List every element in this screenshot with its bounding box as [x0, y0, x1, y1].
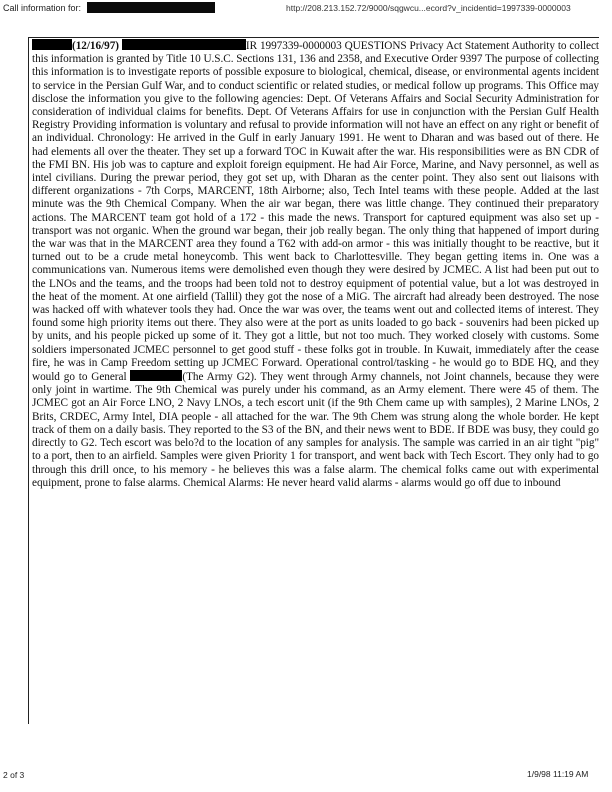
redaction-bar [32, 39, 72, 50]
document-text: IR 1997339-0000003 QUESTIONS Privacy Act Statement Authority to collect this information is granted by Title 10 U.S.C. Sections 131, 136 and 2358, and Executive Order 9397 The purpose of collecting this information is to investigate reports of possible exposure to biological, chemical, disease, or environmental agents incident to service in the Persian Gulf War, and to conduct scientific or related studies, or medical follow up programs. This Office may disclose the information you give to the following agencies: Dept. Of Veterans Affairs and Social Security Administration for consideration of individual claims for benefits. Dept. Of Veterans Affairs for use in conjunction with the Persian Gulf Health Registry Providing information is voluntary and refusal to provide information will not have an effect on any right or benefit of an individual. Chronology: He arrived in the Gulf in early January 1991. He went to Dharan and was based out of there. He had elements all over the theater. They set up a forward TOC in Kuwait after the war. His responsibilities were as BN CDR of the FMI BN. His job was to capture and exploit foreign equipment. He had Air Force, Marine, and Navy personnel, as well as intel civilians. During the prewar period, they got set up, with Dharan as the center point. They also sent out liaisons with different organizations - 7th Corps, MARCENT, 18th Airborne; also, Tech Intel teams with these people. Added at the last minute was the 9th Chemical Company. When the air war began, there was little change. They continued their preparatory actions. The MARCENT team got hold of a 172 - this made the news. Transport for captured equipment was also set up - transport was not organic. When the ground war began, their job really began. The only thing that happened of import during the war was that in the MARCENT area they found a T62 with add-on armor - this was initially thought to be reactive, but it turned out to be a crude metal honeycomb. This went back to Charlottesville. They began getting items in. One was a communications van. Numerous items were demolished even though they were desired by JCMEC. A list had been put out to the LNOs and the teams, and the troops had been told not to destroy equipment of potential value, but a lot was destroyed in the heat of the moment. At one airfield (Tallil) they got the nose of a MiG. The aircraft had already been destroyed. The nose was hacked off with whatever tools they had. Once the war was over, the teams went out and collected items of interest. They found some high priority items out there. They also were at the port as units loaded to go back - souvenirs had been picked up by units, and his people picked up some of it. They got a little, but not too much. They worked closely with customs. Some soldiers impersonated JCMEC personnel to get good stuff - these folks got in trouble. In Kuwait, immediately after the cease fire, he was in Camp Freedom setting up JCMEC Forward. Operational control/tasking - he would go to BDE HQ, and they would go to General [32, 40, 599, 384]
document-body [32, 39, 599, 723]
redaction-bar [130, 370, 182, 381]
source-url: http://208.213.152.72/9000/sqgwcu...ecord?v_incidentid=1997339-0000003 [286, 3, 571, 13]
redaction-bar [87, 2, 215, 13]
call-information-header [3, 2, 215, 13]
page-number: 2 of 3 [3, 770, 25, 780]
document-text-continued: (The Army G2). They went through Army channels, not Joint channels, because they were only joint in wartime. The 9th Chemical was purely under his command, as an Army element. There were 45 of them. The JCMEC got an Air Force LNO, 2 Navy LNOs, a tech escort unit (if the 9th Chem came up with samples), 2 Marine LNOs, 2 Brits, CRDEC, Army Intel, DIA people - all attached for the war. The 9th Chem was strung along the whole border. He kept track of them on a daily basis. They reported to the S3 of the BN, and their news went to BDE. If BDE was busy, they could go directly to G2. Tech escort was belo?d to the location of any samples for analysis. The sample was carried in an air tight "pig" to a port, then to an airfield. Samples were given Priority 1 for transport, and went back with Tech Escort. They only had to go through this drill once, to his memory - he believes this was a false alarm. The chemical folks came out with experimental equipment, prone to false alarms. Chemical Alarms: He never heard valid alarms - alarms would go off due to inbound [32, 371, 600, 489]
body-paragraph [32, 39, 599, 490]
print-timestamp: 1/9/98 11:19 AM [527, 769, 589, 779]
call-information-label: Call information for: [3, 2, 82, 13]
redaction-bar [122, 39, 246, 50]
document-date: (12/16/97) [72, 40, 119, 52]
